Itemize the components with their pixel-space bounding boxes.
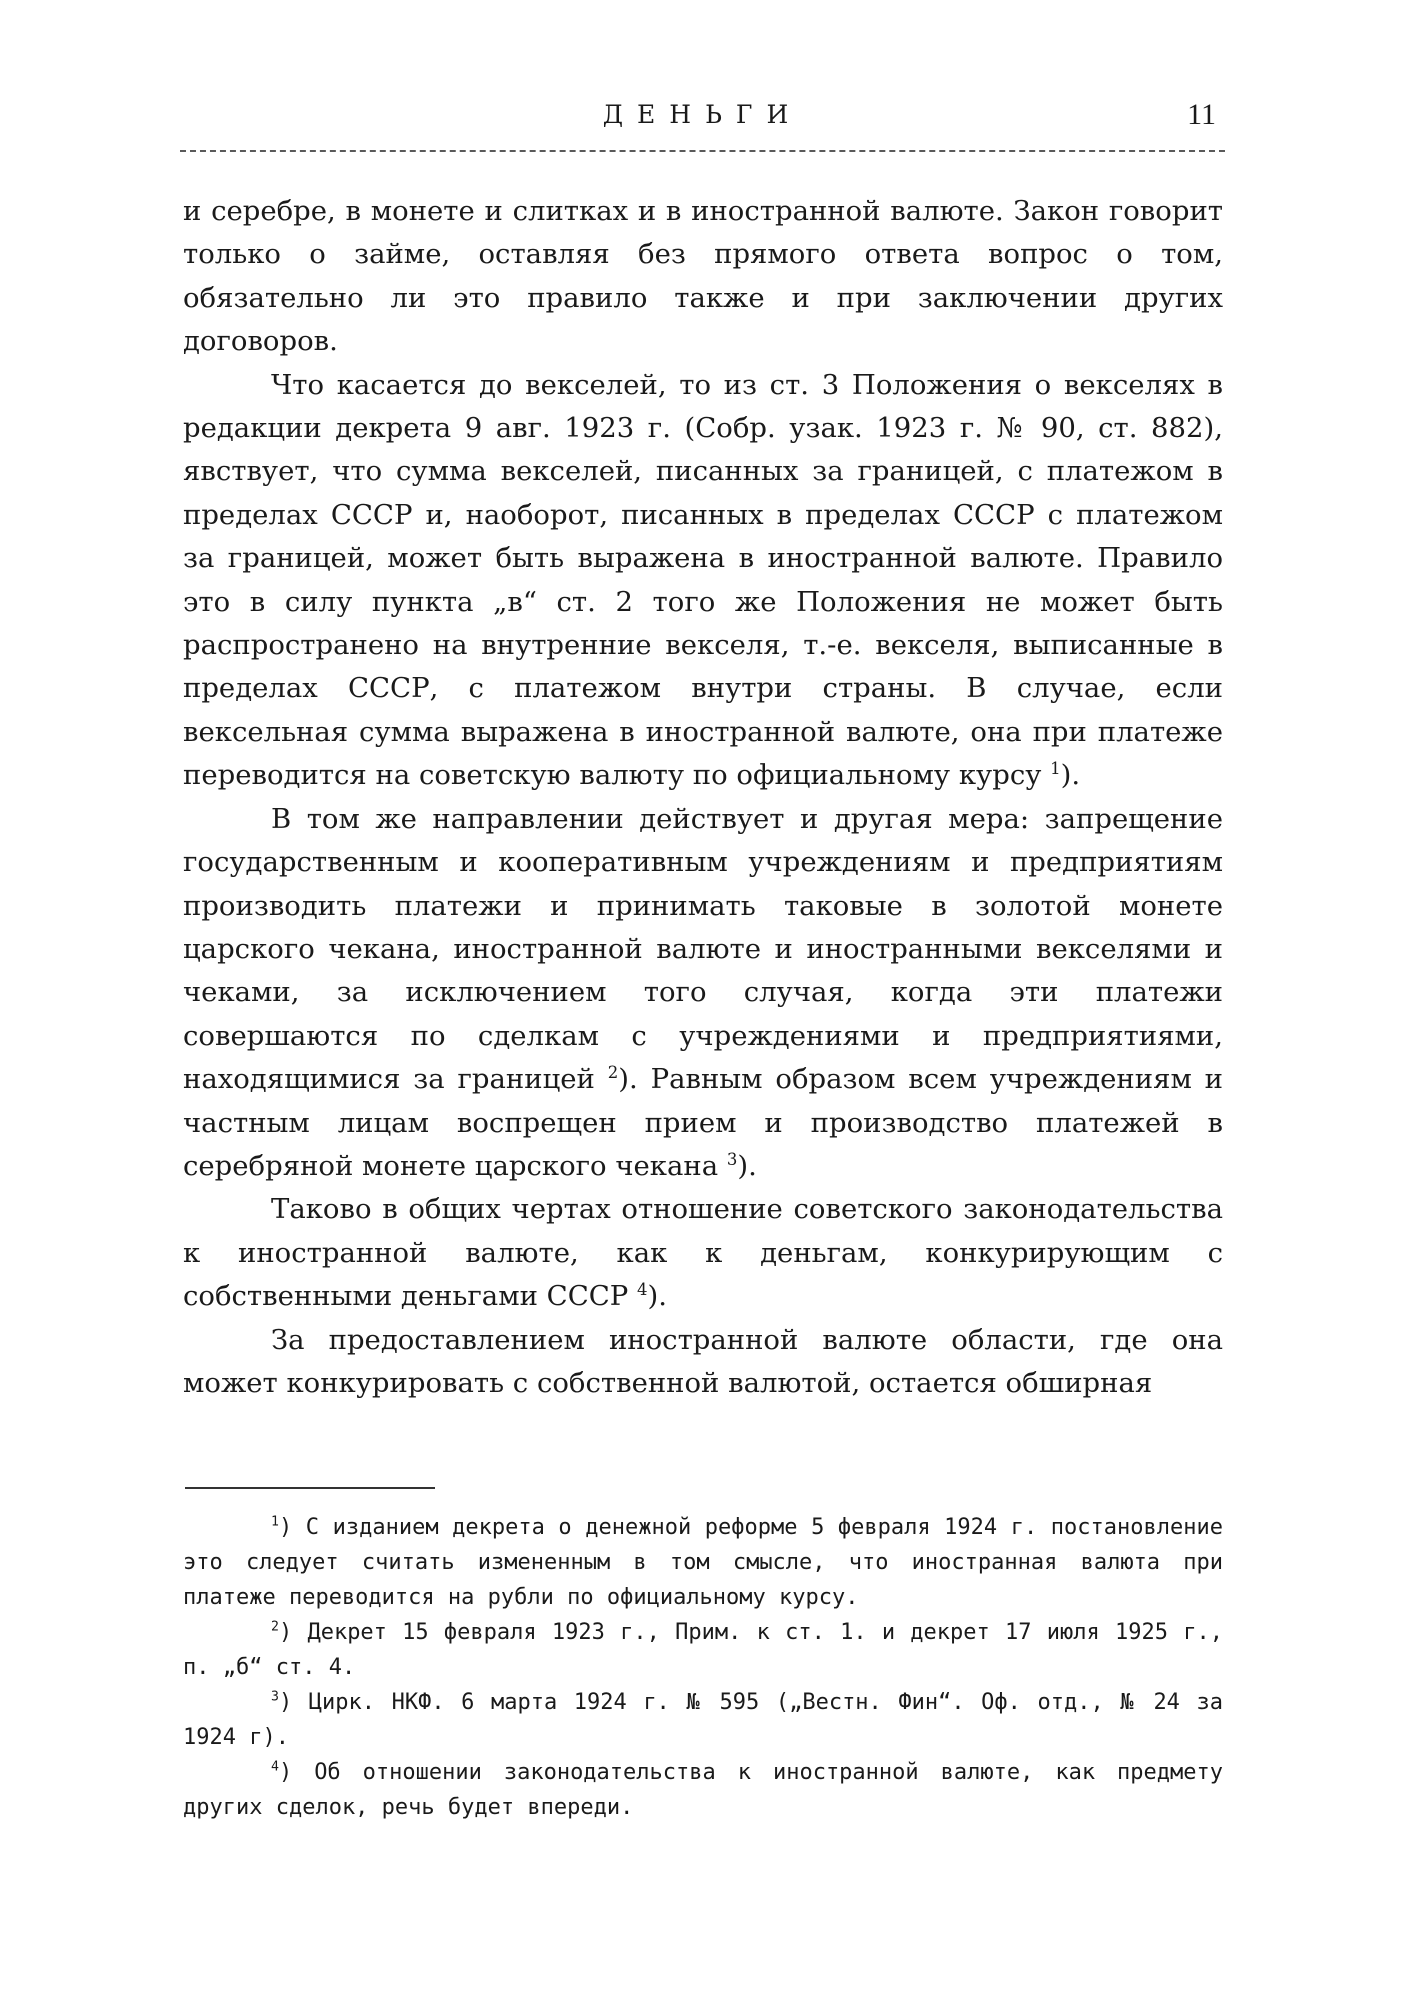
running-head	[185, 100, 1220, 140]
footnote-4: $^4$) Об отношении законодательства к иностранной валюте, как предмету других сделок, речь будет впереди.	[183, 1759, 1224, 1820]
footnote-ref-1: 1	[1050, 759, 1061, 779]
footnote-3: $^3$) Цирк. НКФ. 6 марта 1924 г. № 595 („Вестн. Фин“. Оф. отд., № 24 за 1924 г).	[183, 1689, 1223, 1750]
paragraph-5-text: За предоставлением иностранной валюте области, где она может конкурировать с собственной валютой, остается обширная	[183, 1323, 1223, 1399]
paragraph-3: В том же направлении действует и другая мера: запрещение государственным и кооперативным учреждениям и предприятиям производить платежи и принимать таковые в золотой монете царского чекана, иностранной валюте и иностранными векселями и чеками, за исключением того случая, когда эти платежи совершаются по сделкам с учреждениями и предприятиями, находящимися за границей $^2$). Равным образом всем учреждениям и частным лицам воспрещен прием и производство платежей в серебряной монете царского чекана $^3$).	[183, 802, 1224, 1182]
body-text	[183, 190, 1223, 1405]
paragraph-4-text: Таково в общих чертах отношение советского законодательства к иностранной валюте, как к деньгам, конкурирующим с собственными деньгами СССР	[183, 1193, 1223, 1313]
footnote-1: $^1$) С изданием декрета о денежной реформе 5 февраля 1924 г. постановление это следует считать измененным в том смысле, что иностранная валюта при платеже переводится на рубли по официальному курсу.	[183, 1514, 1223, 1610]
footnote-ref-2: 2	[607, 1062, 619, 1082]
footnote-2: $^2$) Декрет 15 февраля 1923 г., Прим. к ст. 1. и декрет 17 июля 1925 г., п. „б“ ст. 4.	[183, 1619, 1223, 1680]
paragraph-2: Что касается до векселей, то из ст. 3 Положения о векселях в редакции декрета 9 авг. 1923 г. (Собр. узак. 1923 г. № 90, ст. 882), явствует, что сумма векселей, писанных за границей, с платежом в пределах СССР и, наоборот, писанных в пределах СССР с платежом за границей, может быть выражена в иностранной валюте. Правило это в силу пункта „в“ ст. 2 того же Положения не может быть распространено на внутренние векселя, т.-е. векселя, выписанные в пределах СССР, с платежом внутри страны. В случае, если вексельная сумма выражена в иностранной валюте, она при платеже переводится на советскую валюту по официальному курсу $^1$).	[183, 368, 1223, 792]
paragraph-4: Таково в общих чертах отношение советского законодательства к иностранной валюте, как к деньгам, конкурирующим с собственными деньгами СССР $^4$).	[183, 1193, 1223, 1313]
page-number: 11	[1187, 98, 1216, 131]
footnote-mark-1: 1	[271, 1514, 279, 1530]
footnote-mark-3: 3	[271, 1689, 279, 1705]
footnote-rule	[185, 1487, 435, 1489]
paragraph-3-text-b: Равным образом всем учреждениям и частным лицам воспрещен прием и производство платежей в серебряной монете царского чекана	[183, 1063, 1224, 1182]
running-title: ДЕНЬГИ	[602, 100, 803, 129]
footnote-4-text: Об отношении законодательства к иностранной валюте, как предмету других сделок, речь будет впереди.	[183, 1760, 1224, 1820]
footnote-3-text: Цирк. НКФ. 6 марта 1924 г. № 595 („Вестн. Фин“. Оф. отд., № 24 за 1924 г).	[183, 1690, 1223, 1750]
paragraph-3-text-a: В том же направлении действует и другая мера: запрещение государственным и кооперативным учреждениям и предприятиям производить платежи и принимать таковые в золотой монете царского чекана, иностранной валюте и иностранными векселями и чеками, за исключением того случая, когда эти платежи совершаются по сделкам с учреждениями и предприятиями, находящимися за границей	[183, 802, 1223, 1096]
footnotes	[183, 1510, 1223, 1825]
footnote-ref-4: 4	[637, 1280, 648, 1299]
header-rule	[180, 150, 1225, 152]
footnote-mark-4: 4	[271, 1759, 279, 1775]
footnote-mark-2: 2	[271, 1619, 279, 1635]
footnote-2-text: Декрет 15 февраля 1923 г., Прим. к ст. 1. и декрет 17 июля 1925 г., п. „б“ ст. 4.	[183, 1620, 1223, 1680]
paragraph-1	[183, 190, 1223, 364]
paragraph-1-text: и серебре, в монете и слитках и в иностранной валюте. Закон говорит только о займе, оставляя без прямого ответа вопрос о том, обязательно ли это правило также и при заключении других договоров.	[183, 195, 1223, 358]
footnote-ref-3: 3	[726, 1149, 738, 1169]
paragraph-2-text: Что касается до векселей, то из ст. 3 Положения о векселях в редакции декрета 9 авг. 1923 г. (Собр. узак. 1923 г. № 90, ст. 882), явствует, что сумма векселей, писанных за границей, с платежом в пределах СССР и, наоборот, писанных в пределах СССР с платежом за границей, может быть выражена в иностранной валюте. Правило это в силу пункта „в“ ст. 2 того же Положения не может быть распространено на внутренние векселя, т.-е. векселя, выписанные в пределах СССР, с платежом внутри страны. В случае, если вексельная сумма выражена в иностранной валюте, она при платеже переводится на советскую валюту по официальному курсу	[183, 368, 1223, 792]
footnote-1-text: С изданием декрета о денежной реформе 5 февраля 1924 г. постановление это следует считать измененным в том смысле, что иностранная валюта при платеже переводится на рубли по официальному курсу.	[183, 1515, 1223, 1610]
paragraph-5	[183, 1319, 1223, 1406]
